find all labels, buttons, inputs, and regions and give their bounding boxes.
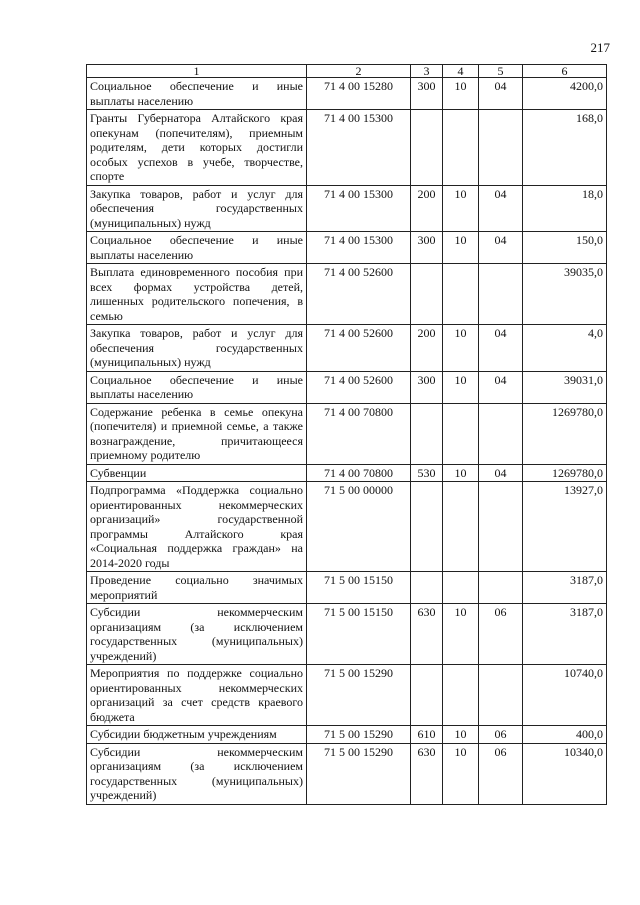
table-row [87,78,607,110]
target-code-cell: 71 4 00 15300 [307,185,411,232]
table-body [87,78,607,805]
item-name-cell: Субсидии некоммерческим организациям (за исключением государственных (муниципальных) учреждений) [87,743,307,804]
expense-type-cell: 300 [411,371,443,403]
section-cell: 10 [443,185,479,232]
section-cell [443,264,479,325]
section-cell [443,482,479,572]
item-name-cell: Социальное обеспечение и иные выплаты населению [87,78,307,110]
target-code-cell: 71 5 00 15290 [307,726,411,744]
subsection-cell: 04 [479,232,523,264]
page-number: 217 [590,40,610,55]
subsection-cell: 04 [479,371,523,403]
amount-cell: 1269780,0 [523,464,607,482]
item-name-cell: Выплата единовременного пособия при всех формах устройства детей, лишенных родительского попечения, в семью [87,264,307,325]
amount-cell: 39031,0 [523,371,607,403]
amount-cell: 4200,0 [523,78,607,110]
expense-type-cell [411,403,443,464]
table-row [87,572,607,604]
expense-type-cell: 630 [411,604,443,665]
target-code-cell: 71 4 00 52600 [307,264,411,325]
section-cell [443,665,479,726]
section-cell: 10 [443,371,479,403]
target-code-cell: 71 5 00 15150 [307,604,411,665]
item-name-cell: Закупка товаров, работ и услуг для обеспечения государственных (муниципальных) нужд [87,185,307,232]
column-header: 3 [411,65,443,78]
section-cell: 10 [443,726,479,744]
item-name-cell: Мероприятия по поддержке социально ориентированных некоммерческих организаций за счет средств краевого бюджета [87,665,307,726]
subsection-cell [479,110,523,186]
table-row [87,110,607,186]
amount-cell: 13927,0 [523,482,607,572]
subsection-cell: 04 [479,78,523,110]
subsection-cell: 06 [479,604,523,665]
target-code-cell: 71 4 00 15300 [307,110,411,186]
expense-type-cell [411,665,443,726]
section-cell: 10 [443,464,479,482]
column-header: 1 [87,65,307,78]
target-code-cell: 71 5 00 15150 [307,572,411,604]
subsection-cell [479,403,523,464]
table-row [87,264,607,325]
target-code-cell: 71 4 00 15280 [307,78,411,110]
item-name-cell: Субсидии некоммерческим организациям (за исключением государственных (муниципальных) учреждений) [87,604,307,665]
target-code-cell: 71 4 00 52600 [307,371,411,403]
section-cell [443,110,479,186]
table-row [87,185,607,232]
table-row [87,743,607,804]
amount-cell: 168,0 [523,110,607,186]
table-row [87,604,607,665]
target-code-cell: 71 5 00 00000 [307,482,411,572]
column-header: 2 [307,65,411,78]
amount-cell: 39035,0 [523,264,607,325]
subsection-cell: 04 [479,464,523,482]
table-row [87,665,607,726]
section-cell [443,403,479,464]
table-row [87,325,607,372]
subsection-cell: 04 [479,325,523,372]
item-name-cell: Содержание ребенка в семье опекуна (попечителя) и приемной семье, а также вознаграждение, причитающееся приемному родителю [87,403,307,464]
expense-type-cell: 200 [411,325,443,372]
expense-type-cell [411,482,443,572]
table-row [87,464,607,482]
section-cell: 10 [443,78,479,110]
expense-type-cell [411,572,443,604]
table-row [87,403,607,464]
column-header: 6 [523,65,607,78]
amount-cell: 1269780,0 [523,403,607,464]
expense-type-cell [411,264,443,325]
column-header: 4 [443,65,479,78]
target-code-cell: 71 4 00 15300 [307,232,411,264]
target-code-cell: 71 5 00 15290 [307,665,411,726]
item-name-cell: Подпрограмма «Поддержка социально ориентированных некоммерческих организаций» государственной программы Алтайского края «Социальная поддержка граждан» на 2014-2020 годы [87,482,307,572]
budget-table [86,64,607,805]
target-code-cell: 71 4 00 70800 [307,403,411,464]
subsection-cell: 04 [479,185,523,232]
table-header-row [87,65,607,78]
section-cell: 10 [443,743,479,804]
table-row [87,482,607,572]
subsection-cell [479,665,523,726]
subsection-cell [479,482,523,572]
amount-cell: 150,0 [523,232,607,264]
target-code-cell: 71 4 00 70800 [307,464,411,482]
expense-type-cell: 200 [411,185,443,232]
target-code-cell: 71 5 00 15290 [307,743,411,804]
expense-type-cell: 530 [411,464,443,482]
expense-type-cell: 300 [411,78,443,110]
amount-cell: 10740,0 [523,665,607,726]
item-name-cell: Закупка товаров, работ и услуг для обеспечения государственных (муниципальных) нужд [87,325,307,372]
subsection-cell [479,572,523,604]
table-row [87,726,607,744]
amount-cell: 3187,0 [523,572,607,604]
expense-type-cell: 630 [411,743,443,804]
target-code-cell: 71 4 00 52600 [307,325,411,372]
subsection-cell [479,264,523,325]
item-name-cell: Гранты Губернатора Алтайского края опекунам (попечителям), приемным родителям, дети которых достигли особых успехов в учебе, творчестве, спорте [87,110,307,186]
item-name-cell: Проведение социально значимых мероприятий [87,572,307,604]
section-cell [443,572,479,604]
expense-type-cell: 300 [411,232,443,264]
amount-cell: 18,0 [523,185,607,232]
amount-cell: 400,0 [523,726,607,744]
column-header: 5 [479,65,523,78]
table-row [87,232,607,264]
item-name-cell: Субвенции [87,464,307,482]
section-cell: 10 [443,604,479,665]
amount-cell: 3187,0 [523,604,607,665]
section-cell: 10 [443,325,479,372]
subsection-cell: 06 [479,743,523,804]
subsection-cell: 06 [479,726,523,744]
expense-type-cell [411,110,443,186]
item-name-cell: Субсидии бюджетным учреждениям [87,726,307,744]
expense-type-cell: 610 [411,726,443,744]
amount-cell: 4,0 [523,325,607,372]
item-name-cell: Социальное обеспечение и иные выплаты населению [87,232,307,264]
item-name-cell: Социальное обеспечение и иные выплаты населению [87,371,307,403]
section-cell: 10 [443,232,479,264]
amount-cell: 10340,0 [523,743,607,804]
table-row [87,371,607,403]
